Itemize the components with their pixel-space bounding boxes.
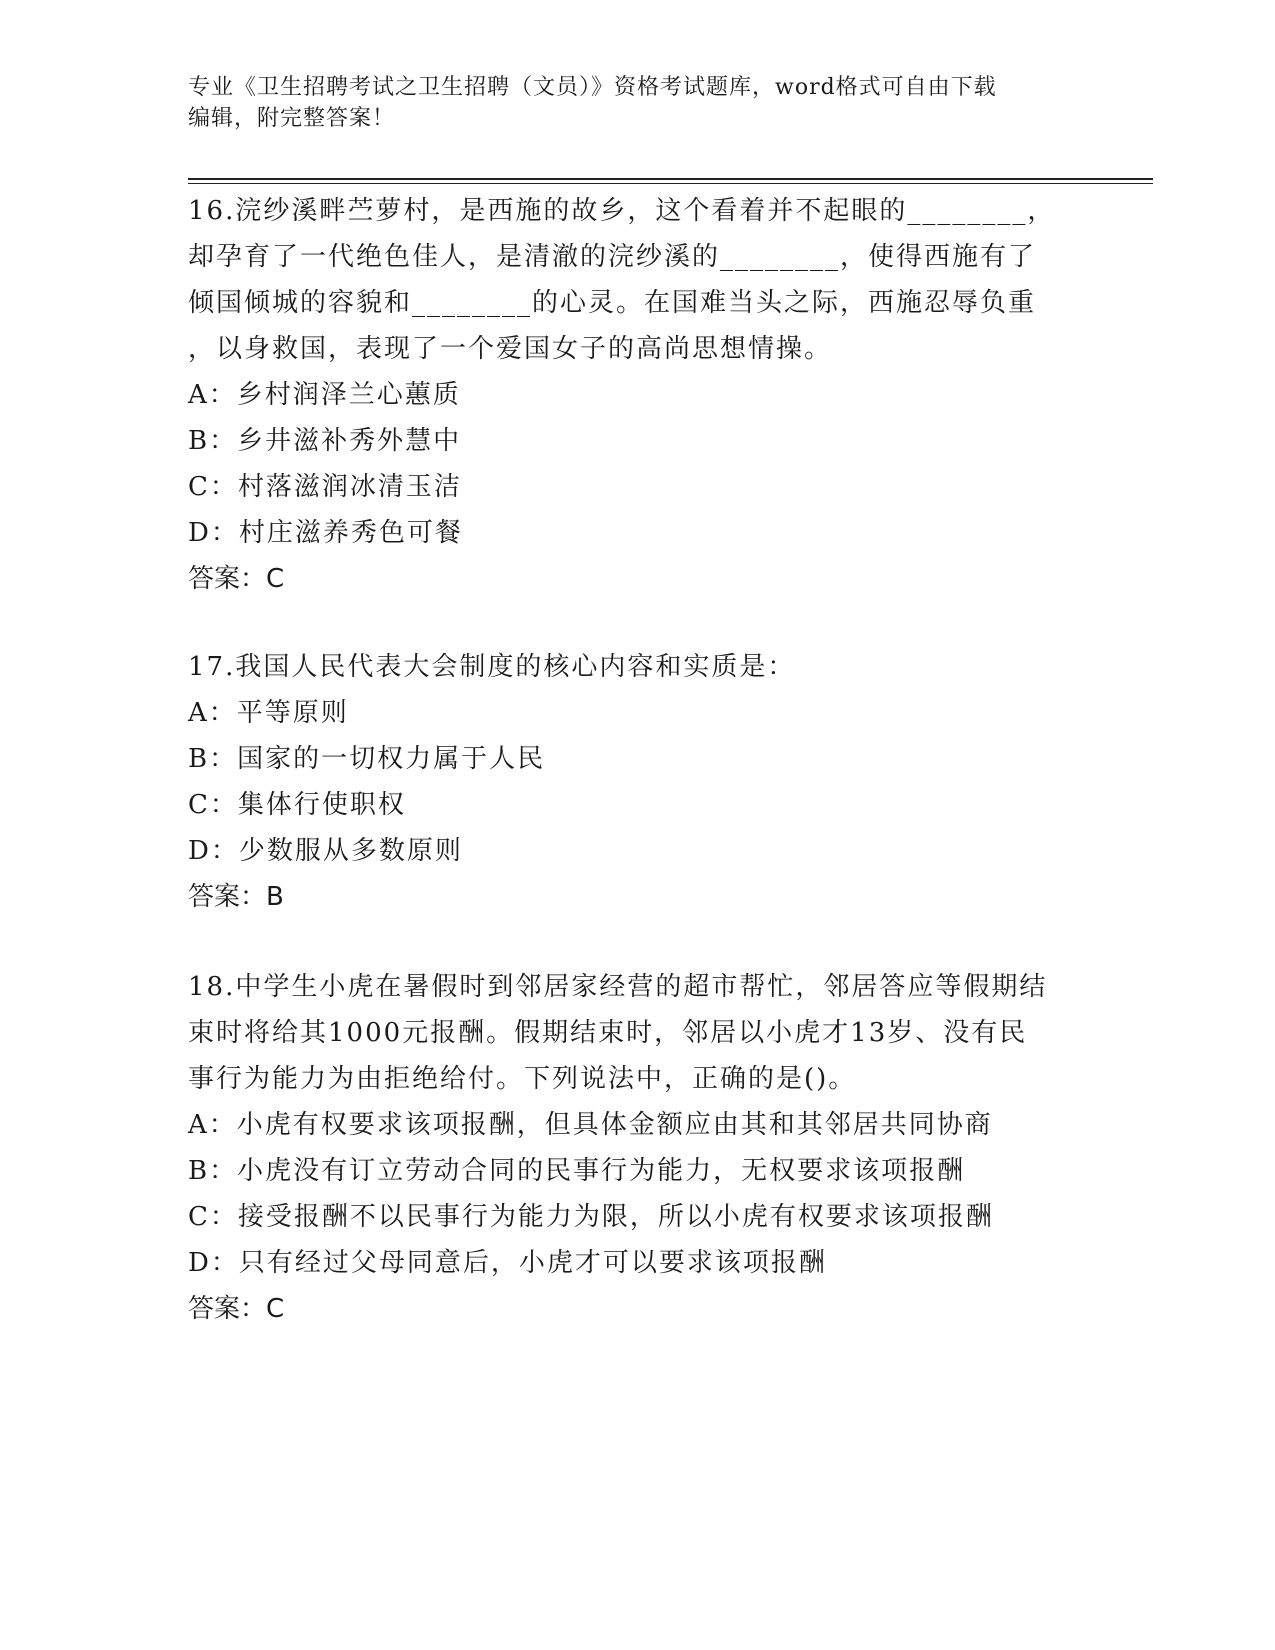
header-line-1: 专业《卫生招聘考试之卫生招聘（文员）》资格考试题库，word格式可自由下载 — [188, 75, 997, 100]
stem-line: 束时将给其1000元报酬。假期结束时，邻居以小虎才13岁、没有民 — [188, 1018, 1028, 1048]
question-stem — [188, 188, 1088, 372]
header-divider-thin — [188, 183, 1153, 184]
question-18 — [188, 964, 1088, 1332]
option-b: B：国家的一切权力属于人民 — [188, 744, 546, 774]
option-a: A：平等原则 — [188, 698, 349, 728]
question-17 — [188, 644, 1088, 920]
stem-line: 倾国倾城的容貌和________的心灵。在国难当头之际，西施忍辱负重 — [188, 288, 1037, 318]
option-c: C：村落滋润冰清玉洁 — [188, 472, 462, 502]
option-a: A：小虎有权要求该项报酬，但具体金额应由其和其邻居共同协商 — [188, 1110, 993, 1140]
question-stem — [188, 644, 1088, 690]
stem-line: 却孕育了一代绝色佳人，是清澈的浣纱溪的________，使得西施有了 — [188, 242, 1037, 272]
header-line-2: 编辑，附完整答案！ — [188, 106, 396, 131]
option-d: D：少数服从多数原则 — [188, 836, 463, 866]
option-d: D：村庄滋养秀色可餐 — [188, 518, 463, 548]
stem-line: 16.浣纱溪畔苎萝村，是西施的故乡，这个看着并不起眼的________， — [188, 196, 1056, 226]
stem-line: ，以身救国，表现了一个爱国女子的高尚思想情操。 — [188, 334, 833, 364]
option-a: A：乡村润泽兰心蕙质 — [188, 380, 461, 410]
question-16 — [188, 188, 1088, 602]
header-divider-thick — [188, 178, 1153, 180]
stem-line: 事行为能力为由拒绝给付。下列说法中，正确的是()。 — [188, 1064, 857, 1094]
option-d: D：只有经过父母同意后，小虎才可以要求该项报酬 — [188, 1248, 827, 1278]
document-header — [188, 72, 1088, 134]
answer: 答案：B — [188, 882, 284, 912]
option-b: B：小虎没有订立劳动合同的民事行为能力，无权要求该项报酬 — [188, 1156, 966, 1186]
answer: 答案：C — [188, 1294, 285, 1324]
option-c: C：集体行使职权 — [188, 790, 406, 820]
option-c: C：接受报酬不以民事行为能力为限，所以小虎有权要求该项报酬 — [188, 1202, 994, 1232]
stem-line: 17.我国人民代表大会制度的核心内容和实质是： — [188, 652, 796, 682]
option-b: B：乡井滋补秀外慧中 — [188, 426, 462, 456]
answer: 答案：C — [188, 564, 285, 594]
question-stem — [188, 964, 1088, 1102]
stem-line: 18.中学生小虎在暑假时到邻居家经营的超市帮忙，邻居答应等假期结 — [188, 972, 1048, 1002]
